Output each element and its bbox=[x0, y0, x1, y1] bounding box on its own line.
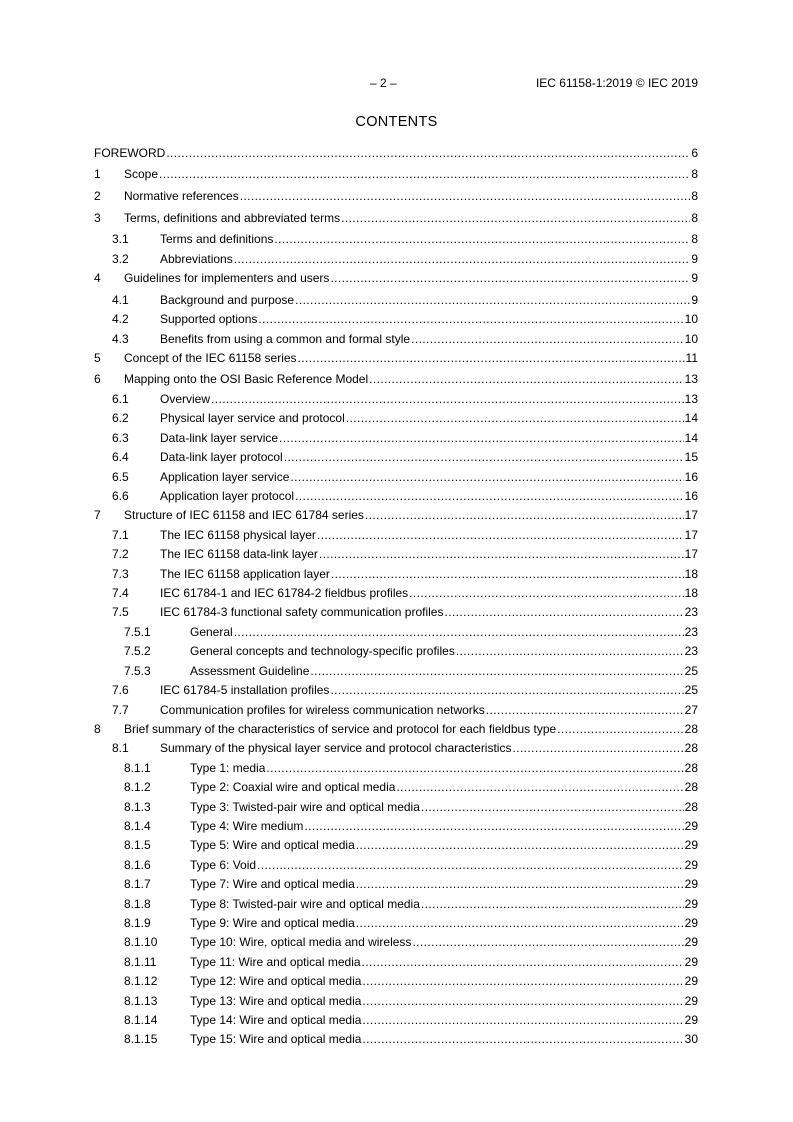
toc-entry-title: IEC 61784-1 and IEC 61784-2 fieldbus profiles bbox=[160, 586, 409, 601]
toc-entry-title: Type 10: Wire, optical media and wireless bbox=[190, 935, 412, 950]
toc-entry-title: Type 7: Wire and optical media bbox=[190, 877, 355, 892]
toc-entry[interactable] bbox=[94, 187, 698, 209]
toc-entry-page: 9 bbox=[691, 292, 698, 307]
toc-entry[interactable] bbox=[94, 605, 698, 624]
dot-leader bbox=[412, 935, 683, 950]
dot-leader bbox=[356, 877, 684, 892]
toc-entry-title: Type 12: Wire and optical media bbox=[190, 974, 362, 989]
toc-entry-number: 8.1.5 bbox=[124, 838, 151, 853]
toc-entry[interactable] bbox=[94, 252, 698, 271]
toc-entry-number: 6 bbox=[94, 372, 101, 387]
dot-leader bbox=[409, 586, 683, 601]
dot-leader bbox=[362, 1032, 683, 1047]
toc-entry-page: 15 bbox=[684, 450, 698, 465]
toc-entry-number: 4.2 bbox=[112, 312, 129, 327]
toc-entry-page: 9 bbox=[691, 271, 698, 286]
toc-entry[interactable] bbox=[94, 683, 698, 702]
toc-entry-number: 8.1.11 bbox=[124, 954, 157, 969]
dot-leader bbox=[284, 450, 684, 465]
toc-entry-page: 29 bbox=[684, 857, 698, 872]
toc-entry-number: 8.1.3 bbox=[124, 799, 151, 814]
toc-entry-page: 29 bbox=[684, 915, 698, 930]
toc-entry-number: 4.3 bbox=[112, 331, 129, 346]
dot-leader bbox=[290, 470, 683, 485]
toc-entry-page: 29 bbox=[684, 993, 698, 1008]
dot-leader bbox=[234, 252, 691, 267]
toc-entry-number: 6.3 bbox=[112, 430, 129, 445]
dot-leader bbox=[444, 605, 683, 620]
toc-entry-page: 8 bbox=[691, 210, 698, 225]
dot-leader bbox=[362, 974, 683, 989]
toc-entry-page: 28 bbox=[684, 780, 698, 795]
toc-entry[interactable] bbox=[94, 586, 698, 605]
dot-leader bbox=[362, 955, 684, 970]
dot-leader bbox=[166, 146, 690, 161]
toc-entry[interactable] bbox=[94, 644, 698, 663]
toc-entry-page: 18 bbox=[684, 566, 698, 581]
toc-entry-title: Type 13: Wire and optical media bbox=[190, 993, 362, 1008]
dot-leader bbox=[421, 800, 684, 815]
toc-entry-page: 23 bbox=[684, 644, 698, 659]
toc-entry-title: Type 6: Void bbox=[190, 857, 257, 872]
toc-entry-page: 13 bbox=[684, 372, 698, 387]
toc-entry-title: Terms, definitions and abbreviated terms bbox=[124, 210, 341, 225]
toc-entry[interactable] bbox=[94, 916, 698, 935]
toc-entry-number: 3.1 bbox=[112, 232, 129, 247]
toc-entry-title: Supported options bbox=[160, 312, 258, 327]
toc-entry-number: 7.5 bbox=[112, 605, 129, 620]
toc-entry-title: Communication profiles for wireless communication networks bbox=[160, 702, 485, 717]
page-number: – 2 – bbox=[370, 76, 397, 90]
toc-entry-number: 6.5 bbox=[112, 469, 129, 484]
toc-entry-title: General concepts and technology-specific profiles bbox=[190, 644, 455, 659]
toc-entry-number: 3 bbox=[94, 210, 101, 225]
toc-entry-number: 6.2 bbox=[112, 411, 129, 426]
toc-entry-title: General bbox=[190, 624, 233, 639]
toc-entry-number: 8.1.10 bbox=[124, 935, 158, 950]
dot-leader bbox=[396, 780, 683, 795]
toc-entry-title: Type 8: Twisted-pair wire and optical media bbox=[190, 896, 420, 911]
toc-entry-number: 8.1.7 bbox=[124, 877, 151, 892]
dot-leader bbox=[319, 547, 684, 562]
toc-entry-page: 17 bbox=[684, 508, 698, 523]
toc-entry-number: 7.5.3 bbox=[124, 663, 151, 678]
toc-entry-title: Type 5: Wire and optical media bbox=[190, 838, 355, 853]
toc-entry-page: 10 bbox=[684, 312, 698, 327]
toc-entry-number: 7.2 bbox=[112, 547, 129, 562]
dot-leader bbox=[356, 838, 684, 853]
toc-entry[interactable] bbox=[94, 994, 698, 1013]
toc-entry[interactable] bbox=[94, 392, 698, 411]
toc-entry-page: 29 bbox=[684, 818, 698, 833]
dot-leader bbox=[258, 312, 683, 327]
dot-leader bbox=[274, 232, 690, 247]
dot-leader bbox=[304, 819, 683, 834]
toc-entry-title: The IEC 61158 data-link layer bbox=[160, 547, 318, 562]
toc-entry[interactable] bbox=[94, 230, 698, 252]
toc-entry-title: Type 11: Wire and optical media bbox=[190, 954, 361, 969]
toc-entry-page: 14 bbox=[684, 411, 698, 426]
toc-entry-title: Benefits from using a common and formal style bbox=[160, 331, 411, 346]
toc-entry-title: FOREWORD bbox=[94, 146, 166, 160]
toc-entry-page: 27 bbox=[684, 702, 698, 717]
toc-entry-title: Type 9: Wire and optical media bbox=[190, 915, 355, 930]
toc-entry-number: 7.1 bbox=[112, 527, 129, 542]
toc-entry-number: 4.1 bbox=[112, 292, 129, 307]
toc-entry-page: 8 bbox=[691, 189, 698, 203]
toc-entry-number: 3.2 bbox=[112, 251, 129, 266]
toc-entry[interactable] bbox=[94, 332, 698, 351]
dot-leader bbox=[356, 916, 684, 931]
toc-entry-number: 8.1.12 bbox=[124, 974, 158, 989]
toc-entry-title: Type 14: Wire and optical media bbox=[190, 1013, 362, 1027]
toc-entry-title: Normative references bbox=[124, 189, 239, 203]
dot-leader bbox=[365, 508, 684, 523]
toc-entry-number: 7.7 bbox=[112, 702, 129, 717]
toc-entry[interactable] bbox=[94, 1032, 698, 1051]
toc-entry-number: 7.4 bbox=[112, 586, 129, 601]
toc-entry-number: 7.6 bbox=[112, 683, 129, 698]
toc-entry[interactable] bbox=[94, 411, 698, 430]
toc-entry[interactable] bbox=[94, 209, 698, 231]
dot-leader bbox=[257, 858, 684, 873]
toc-entry-page: 11 bbox=[685, 351, 698, 365]
dot-leader bbox=[486, 703, 684, 718]
dot-leader bbox=[240, 189, 691, 204]
toc-entry-page: 30 bbox=[684, 1032, 698, 1047]
dot-leader bbox=[557, 722, 683, 737]
toc-entry[interactable] bbox=[94, 974, 698, 993]
toc-entry-title: Data-link layer protocol bbox=[160, 450, 283, 465]
toc-entry[interactable] bbox=[94, 935, 698, 954]
dot-leader bbox=[317, 528, 684, 543]
toc-entry-page: 25 bbox=[684, 683, 698, 698]
toc-entry-page: 18 bbox=[684, 586, 698, 601]
toc-entry-page: 29 bbox=[684, 896, 698, 911]
toc-entry-page: 28 bbox=[684, 799, 698, 814]
toc-entry[interactable] bbox=[94, 955, 698, 974]
toc-entry[interactable] bbox=[94, 489, 698, 508]
toc-entry-page: 16 bbox=[684, 469, 698, 484]
dot-leader bbox=[456, 644, 684, 659]
toc-entry-page: 25 bbox=[684, 663, 698, 678]
table-of-contents bbox=[94, 146, 698, 1052]
toc-entry-page: 16 bbox=[684, 489, 698, 504]
toc-entry-title: The IEC 61158 application layer bbox=[160, 566, 330, 581]
dot-leader bbox=[279, 431, 684, 446]
dot-leader bbox=[421, 897, 684, 912]
toc-entry[interactable] bbox=[94, 528, 698, 547]
toc-entry-title: IEC 61784-3 functional safety communication profiles bbox=[160, 605, 444, 620]
toc-entry[interactable] bbox=[94, 741, 698, 760]
toc-entry-number: 8.1.6 bbox=[124, 857, 151, 872]
toc-entry-page: 17 bbox=[684, 547, 698, 562]
toc-entry-title: Summary of the physical layer service and protocol characteristics bbox=[160, 741, 512, 756]
toc-entry-title: Overview bbox=[160, 392, 211, 406]
dot-leader bbox=[369, 372, 684, 387]
toc-entry-page: 28 bbox=[684, 721, 698, 736]
toc-entry-page: 8 bbox=[691, 232, 698, 247]
dot-leader bbox=[295, 489, 684, 504]
toc-entry-page: 29 bbox=[684, 954, 698, 969]
toc-entry-title: Type 4: Wire medium bbox=[190, 818, 304, 833]
toc-entry[interactable] bbox=[94, 291, 698, 313]
dot-leader bbox=[266, 761, 683, 776]
toc-entry[interactable] bbox=[94, 431, 698, 450]
toc-entry-page: 13 bbox=[684, 392, 698, 406]
toc-entry-number: 8.1.8 bbox=[124, 896, 151, 911]
toc-entry[interactable] bbox=[94, 508, 698, 527]
toc-entry-number: 8.1.2 bbox=[124, 780, 151, 795]
dot-leader bbox=[411, 332, 684, 347]
toc-entry-number: 7.5.2 bbox=[124, 644, 151, 659]
toc-entry-page: 10 bbox=[684, 331, 698, 346]
toc-entry[interactable] bbox=[94, 703, 698, 722]
dot-leader bbox=[341, 211, 690, 226]
toc-entry[interactable] bbox=[94, 1013, 698, 1032]
toc-entry-title: Terms and definitions bbox=[160, 232, 274, 247]
toc-entry-title: IEC 61784-5 installation profiles bbox=[160, 683, 330, 698]
toc-entry-number: 1 bbox=[94, 167, 101, 182]
toc-entry[interactable] bbox=[94, 165, 698, 187]
toc-entry-number: 5 bbox=[94, 351, 101, 365]
toc-entry-number: 7 bbox=[94, 508, 101, 523]
toc-entry[interactable] bbox=[94, 370, 698, 392]
toc-entry-number: 7.3 bbox=[112, 566, 129, 581]
toc-entry-title: Application layer service bbox=[160, 469, 290, 484]
toc-entry[interactable] bbox=[94, 858, 698, 877]
toc-entry[interactable] bbox=[94, 146, 698, 165]
dot-leader bbox=[310, 664, 683, 679]
dot-leader bbox=[295, 293, 690, 308]
toc-entry-number: 6.4 bbox=[112, 450, 129, 465]
toc-entry-page: 29 bbox=[684, 935, 698, 950]
standard-reference: IEC 61158-1:2019 © IEC 2019 bbox=[535, 76, 698, 90]
toc-entry-number: 2 bbox=[94, 189, 101, 203]
toc-entry-page: 23 bbox=[684, 605, 698, 620]
toc-entry[interactable] bbox=[94, 800, 698, 819]
toc-entry-number: 8.1.1 bbox=[124, 760, 151, 775]
toc-entry[interactable] bbox=[94, 761, 698, 780]
toc-entry-title: Concept of the IEC 61158 series bbox=[124, 351, 297, 365]
toc-entry-page: 17 bbox=[684, 527, 698, 542]
toc-entry-page: 6 bbox=[691, 146, 698, 160]
toc-entry-title: Abbreviations bbox=[160, 251, 233, 266]
toc-entry[interactable] bbox=[94, 877, 698, 896]
toc-entry-number: 8.1.13 bbox=[124, 993, 158, 1008]
toc-entry-number: 7.5.1 bbox=[124, 624, 151, 639]
dot-leader bbox=[234, 625, 684, 640]
toc-entry-number: 8 bbox=[94, 721, 101, 736]
toc-entry[interactable] bbox=[94, 722, 698, 741]
toc-entry-page: 14 bbox=[684, 430, 698, 445]
dot-leader bbox=[330, 683, 683, 698]
toc-entry[interactable] bbox=[94, 312, 698, 331]
toc-entry-page: 29 bbox=[684, 877, 698, 892]
toc-entry-number: 8.1.9 bbox=[124, 915, 151, 930]
toc-entry[interactable] bbox=[94, 567, 698, 586]
toc-entry-title: Guidelines for implementers and users bbox=[124, 271, 330, 286]
dot-leader bbox=[211, 392, 684, 407]
dot-leader bbox=[362, 1013, 683, 1028]
toc-entry-title: Physical layer service and protocol bbox=[160, 411, 345, 426]
toc-entry-title: Application layer protocol bbox=[160, 489, 295, 504]
toc-entry[interactable] bbox=[94, 625, 698, 644]
toc-entry-page: 29 bbox=[684, 974, 698, 989]
toc-entry-title: Mapping onto the OSI Basic Reference Model bbox=[124, 372, 369, 387]
toc-entry[interactable] bbox=[94, 271, 698, 290]
dot-leader bbox=[330, 271, 690, 286]
toc-entry[interactable] bbox=[94, 819, 698, 838]
toc-entry-title: Type 15: Wire and optical media bbox=[190, 1032, 362, 1047]
toc-entry-number: 8.1 bbox=[112, 741, 129, 756]
toc-entry[interactable] bbox=[94, 838, 698, 857]
toc-entry-title: Background and purpose bbox=[160, 292, 295, 307]
toc-entry-page: 29 bbox=[684, 1013, 698, 1027]
toc-entry-number: 6.6 bbox=[112, 489, 129, 504]
dot-leader bbox=[331, 567, 684, 582]
toc-entry-page: 28 bbox=[684, 741, 698, 756]
contents-title: CONTENTS bbox=[355, 114, 438, 130]
toc-entry[interactable] bbox=[94, 547, 698, 566]
toc-entry-title: Type 2: Coaxial wire and optical media bbox=[190, 780, 396, 795]
toc-entry-number: 8.1.15 bbox=[124, 1032, 158, 1047]
toc-entry-number: 4 bbox=[94, 271, 101, 286]
dot-leader bbox=[298, 351, 685, 366]
toc-entry-title: Type 1: media bbox=[190, 760, 266, 775]
toc-entry-title: Structure of IEC 61158 and IEC 61784 series bbox=[124, 508, 364, 523]
toc-entry-title: Brief summary of the characteristics of service and protocol for each fieldbus type bbox=[124, 721, 557, 736]
toc-entry-page: 29 bbox=[684, 838, 698, 853]
toc-entry-title: Type 3: Twisted-pair wire and optical media bbox=[190, 799, 420, 814]
toc-entry-page: 28 bbox=[684, 760, 698, 775]
toc-entry[interactable] bbox=[94, 470, 698, 489]
toc-entry-number: 8.1.4 bbox=[124, 818, 151, 833]
toc-entry-title: The IEC 61158 physical layer bbox=[160, 527, 316, 542]
dot-leader bbox=[346, 411, 684, 426]
toc-entry-page: 8 bbox=[691, 167, 698, 182]
dot-leader bbox=[159, 167, 690, 182]
toc-entry-title: Scope bbox=[124, 167, 159, 182]
toc-entry-number: 8.1.14 bbox=[124, 1013, 158, 1027]
dot-leader bbox=[362, 994, 683, 1009]
toc-entry-title: Assessment Guideline bbox=[190, 663, 310, 678]
toc-entry[interactable] bbox=[94, 897, 698, 916]
toc-entry-title: Data-link layer service bbox=[160, 430, 279, 445]
toc-entry[interactable] bbox=[94, 351, 698, 370]
toc-entry[interactable] bbox=[94, 780, 698, 799]
toc-entry[interactable] bbox=[94, 664, 698, 683]
toc-entry-page: 9 bbox=[691, 251, 698, 266]
toc-entry-page: 23 bbox=[684, 624, 698, 639]
toc-entry[interactable] bbox=[94, 450, 698, 469]
dot-leader bbox=[512, 741, 683, 756]
toc-entry-number: 6.1 bbox=[112, 392, 129, 406]
